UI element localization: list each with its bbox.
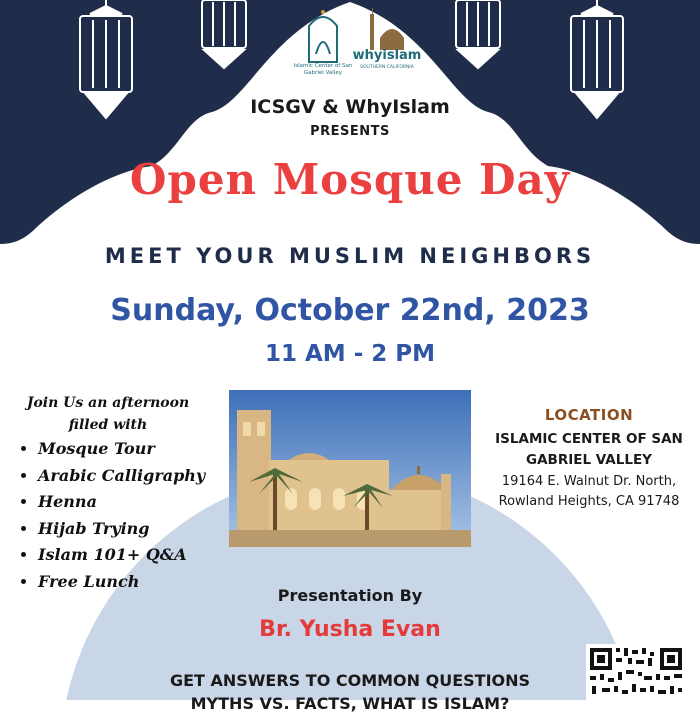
address-line-1: 19164 E. Walnut Dr. North, (501, 474, 677, 489)
list-item: • Henna (38, 489, 205, 516)
mosque-photo (229, 390, 471, 547)
presenters-line: ICSGV & WhyIslam (250, 96, 450, 118)
tagline: MEET YOUR MUSLIM NEIGHBORS (104, 244, 596, 268)
activities-intro: Join Us an afternoon filled with (26, 395, 190, 433)
presents-label: PRESENTS (310, 124, 390, 139)
whyislam-logo-text: whyislam (352, 48, 422, 63)
list-item: • Islam 101+ Q&A (38, 542, 205, 569)
cta-line-1: GET ANSWERS TO COMMON QUESTIONS (169, 671, 531, 690)
list-item: • Hijab Trying (38, 516, 205, 543)
location-name: ISLAMIC CENTER OF SAN GABRIEL VALLEY (495, 431, 683, 468)
event-date: Sunday, October 22nd, 2023 (110, 293, 590, 328)
activities-list (20, 436, 205, 595)
list-item: • Mosque Tour (38, 436, 205, 463)
qr-code-icon[interactable] (586, 644, 686, 700)
address-line-2: Rowland Heights, CA 91748 (498, 494, 680, 509)
presentation-label: Presentation By (277, 586, 423, 605)
location-heading: LOCATION (544, 406, 634, 424)
presenter-name: Br. Yusha Evan (259, 617, 441, 642)
cta-line-2: MYTHS VS. FACTS, WHAT IS ISLAM? (190, 694, 510, 713)
event-title: Open Mosque Day (129, 155, 571, 204)
icsgv-logo-text: Islamic Center of San Gabriel Valley (293, 63, 353, 76)
event-time: 11 AM - 2 PM (264, 341, 436, 367)
list-item: • Free Lunch (38, 569, 205, 596)
list-item: • Arabic Calligraphy (38, 463, 205, 490)
whyislam-logo-subtext: SOUTHERN CALIFORNIA (360, 65, 414, 70)
location-address (478, 472, 700, 512)
